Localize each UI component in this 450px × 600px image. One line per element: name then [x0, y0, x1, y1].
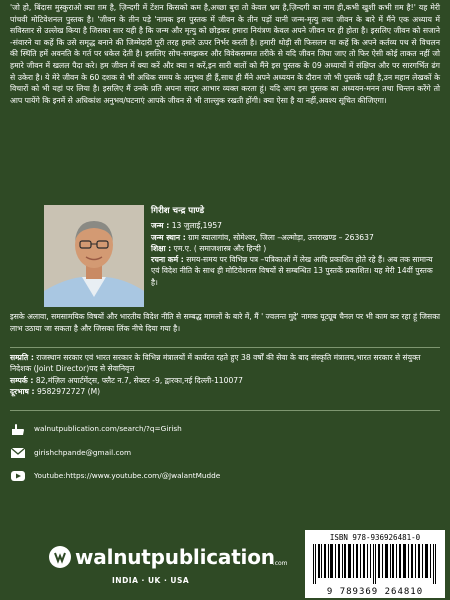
service: राजस्थान सरकार एवं भारत सरकार के विभिन्न मंत्रालयों में कार्यरत रहते हुए 38 वर्षों की सेवा के बाद संस्कृति मंत्रालय,भारत सरकार से संयुक्त निदेशक (Joint Director)पद से सेवानिवृत्त [10, 353, 421, 374]
search-link[interactable]: walnutpublication.com/search/?q=Girish [34, 424, 182, 433]
works-label: रचना कर्म : [151, 255, 184, 265]
isbn-label: ISBN 978-936926481-0 [329, 533, 421, 542]
publisher-name: walnutpublication [75, 545, 275, 569]
barcode [311, 544, 439, 584]
author-bio [151, 206, 441, 288]
service-label: सम्प्रति : [10, 353, 34, 362]
publisher-countries: INDIA · UK · USA [112, 576, 190, 585]
phone-label: दूरभाष : [10, 387, 35, 397]
isbn-barcode-box [305, 530, 445, 598]
author-photo [44, 205, 144, 307]
youtube-note: इसके अलावा, समसामयिक विषयों और भारतीय विदेश नीति से सम्बद्ध मामलों के बारे में, मैं ' ज्वलन्त मुद्दे' नामक यूट्यूब चैनल पर भी काम कर रहा हूं जिसका लाभ उठाया जा सकता है और जिसका लिंक नीचे दिया गया है। [10, 312, 440, 333]
youtube-icon [10, 469, 26, 483]
publisher-logo [48, 545, 288, 569]
works: समय-समय पर विभिन्न पत्र –पत्रिकाओं में लेख आदि प्रकाशित होते रहे हैं। अब तक सामान्य एवं विदेश नीति के साथ ही मोटिवेशनल विषयों से सम्बन्धित 13 पुस्तकें प्रकाशित। यह मेरी 14वीं पुस्तक है। [151, 255, 433, 287]
divider [10, 347, 440, 348]
contact-label: सम्पर्क : [10, 375, 34, 385]
birthplace-label: जन्म स्थान : [151, 232, 186, 242]
address: 82,मंज़िल अपार्टमेंट्स, फ्लैट न.7, सेक्टर -9, द्वारका,नई दिल्ली-110077 [35, 375, 243, 385]
education-label: शिक्षा : [151, 243, 172, 253]
email-link[interactable]: girishchpande@gmail.com [34, 448, 132, 457]
book-blurb: 'जो हो, बिंदास मुस्कुराओ क्या ग़म है, ज़िन्दगी में टेंशन किसको कम है,अच्छा बुरा तो केवल भ्रम है,ज़िन्दगी का नाम ही,कभी खुशी कभी ग़म है!' यह मेरी पांचवी मोटिवेशनल पुस्तक है। 'जीवन के तीन पड़े 'नामक इस पुस्तक में जीवन के तीन पड़ों यानी जन्म-मृत्यु तथा जीवन के बारे में मैंने एक अध्याय में सविस्तार से उल्लेख किया है जिसका सार यही है कि जन्म और मृत्यु को छोड़कर हमारा नियंत्रण केवल अपने जीवन पर ही होता है। इसलिए जीवन को सजाने -संवारने या कहें कि उसे समृद्ध बनाने की जिम्मेदारी पूरी तरह हमारे ऊपर निर्भर करती है। हमारी थोड़ी सी फिसलन या कहें कि अपने कर्तव्य पथ से विचलन की स्थिति हमें अवनति के गर्त पर धकेल देती है। इसलिए सोच-समझकर और विवेकसम्मत तरीके से यदि जीवन जिया जाए तो फिर ऐसी कोई ताकत नहीं जो हमारे जीवन में खलल पैदा करे। हम जीवन में क्या करें और क्या न करें,इन सारी बातों को मैंने इस पुस्तक के 09 अध्यायों में संक्षिप्त और पर सारगर्भित ढंग से उकेरा है। ये मेरे जीवन के 60 दशक से भी अधिक समय के अनुभव ही हैं,साथ ही मैंने अपने अध्ययन के दौरान जो भी पुस्तकें पढ़ी है,उन महान लेखकों के विचारों को भी यहां पर लिया है। इसलिए मैं उनके प्रति अपना सादर आभार व्यक्त करता हूं। यदि आप इस पुस्तक का अध्ययन-मनन तथा चिन्तन करेंगे तो आप पायेंगे कि इनमें से अधिकांश अनुभव/घटनाएं आपके जीवन से भी ताल्लुक रखती होंगी। क्या ऐसा है या नहीं,अवश्य सूचित कीजिएगा। [10, 3, 440, 105]
education: एम.ए. ( समाजशास्त्र और हिन्दी ) [173, 243, 267, 253]
search-hand-icon [10, 423, 26, 437]
phone: 9582972727 (M) [36, 387, 101, 397]
birth-date: 13 जुलाई,1957 [171, 221, 222, 231]
barcode-number: 9 789369 264810 [326, 587, 424, 597]
divider [10, 410, 440, 411]
youtube-link[interactable]: Youtube:https://www.youtube.com/@JwalantMudde [34, 471, 221, 480]
author-info [10, 352, 440, 398]
birth-label: जन्म : [151, 221, 170, 231]
birthplace: ग्राम स्यालागांव, सोमेश्वर, जिला –अल्मोड़ा, उत्तराखण्ड – 263637 [188, 232, 374, 242]
email-icon [10, 446, 26, 460]
author-name: गिरीश चन्द्र पाण्डे [151, 206, 205, 216]
walnut-logo-icon [48, 545, 72, 569]
publisher-suffix: .com [272, 559, 288, 567]
